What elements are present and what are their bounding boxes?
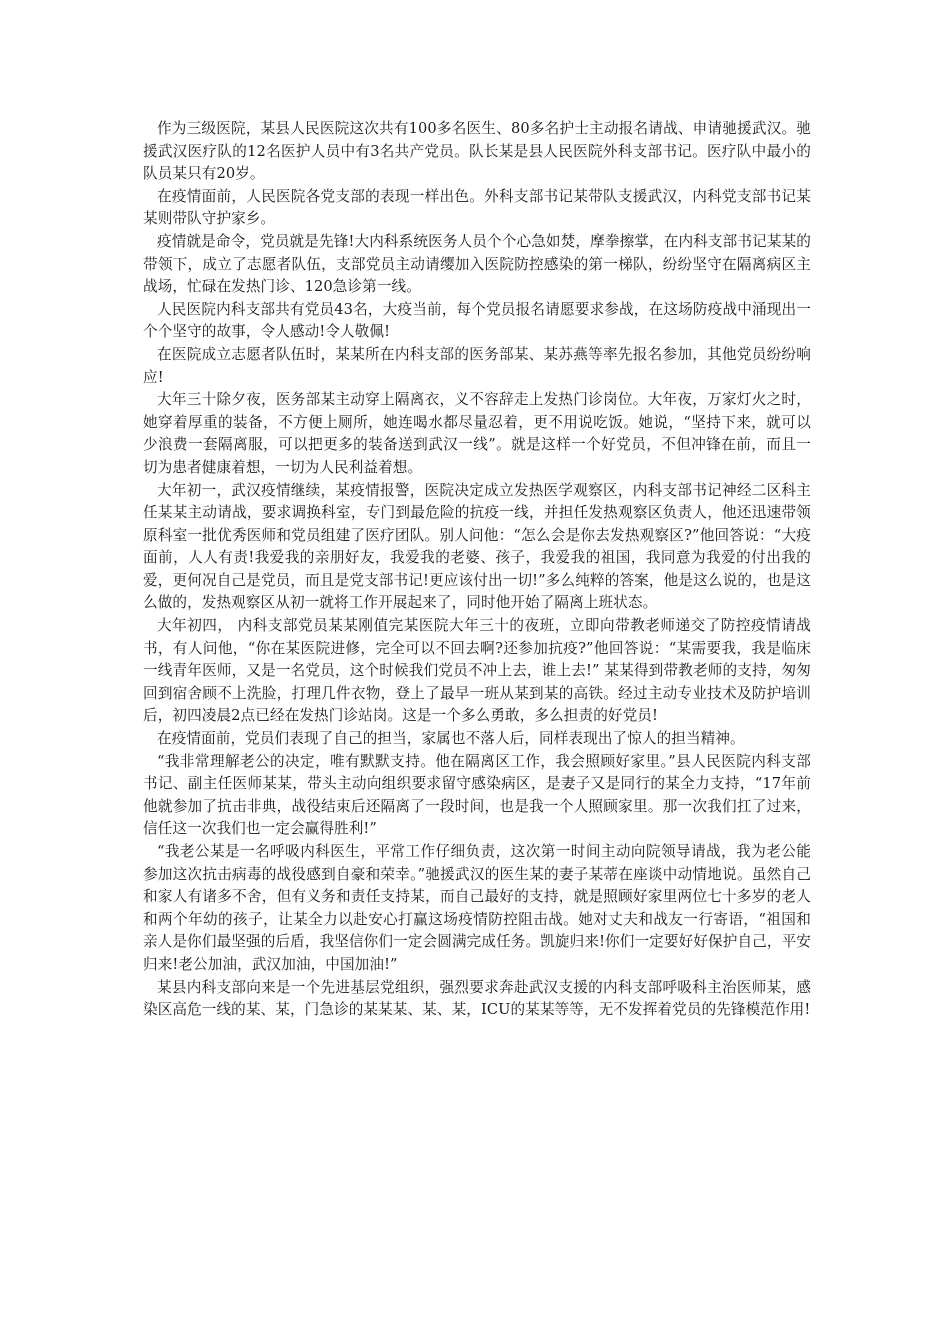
paragraph-12: 某县内科支部向来是一个先进基层党组织，强烈要求奔赴武汉支援的内科支部呼吸科主治医师某，感染区高危一线的某、某，门急诊的某某某、某、某，ICU的某某等等，无不发挥着党员的先锋模范作用! — [143, 978, 811, 1019]
paragraph-5: 在医院成立志愿者队伍时，某某所在内科支部的医务部某、某苏燕等率先报名参加，其他党员纷纷响应! — [143, 345, 811, 386]
paragraph-10: “我非常理解老公的决定，唯有默默支持。他在隔离区工作，我会照顾好家里。”县人民医院内科支部书记、副主任医师某某，带头主动向组织要求留守感染病区，是妻子又是同行的某全力支持，“17年前他就参加了抗击非典，战役结束后还隔离了一段时间，也是我一个人照顾家里。那一次我们扛了过来，信任这一次我们也一定会赢得胜利!” — [143, 752, 811, 838]
paragraph-1: 作为三级医院，某县人民医院这次共有100多名医生、80多名护士主动报名请战、申请驰援武汉。驰援武汉医疗队的12名医护人员中有3名共产党员。队长某是县人民医院外科支部书记。医疗队中最小的队员某只有20岁。 — [143, 120, 811, 183]
paragraph-11: “我老公某是一名呼吸内科医生，平常工作仔细负责，这次第一时间主动向院领导请战，我为老公能参加这次抗击病毒的战役感到自豪和荣幸。”驰援武汉的医生某的妻子某蒂在座谈中动情地说。虽然自己和家人有诸多不舍，但有义务和责任支持某，而自己最好的支持，就是照顾好家里两位七十多岁的老人和两个年幼的孩子，让某全力以赴安心打赢这场疫情防控阻击战。她对丈夫和战友一行寄语，“祖国和亲人是你们最坚强的后盾，我坚信你们一定会圆满完成任务。凯旋归来!你们一定要好好保护自己，平安归来!老公加油，武汉加油，中国加油!” — [143, 843, 811, 973]
paragraph-9: 在疫情面前，党员们表现了自己的担当，家属也不落人后，同样表现出了惊人的担当精神。 — [157, 730, 745, 748]
paragraph-2: 在疫情面前，人民医院各党支部的表现一样出色。外科支部书记某带队支援武汉，内科党支部书记某某则带队守护家乡。 — [143, 187, 811, 228]
article-body — [143, 118, 811, 1022]
paragraph-6: 大年三十除夕夜，医务部某主动穿上隔离衣，义不容辞走上发热门诊岗位。大年夜，万家灯火之时，她穿着厚重的装备，不方便上厕所，她连喝水都尽量忍着，更不用说吃饭。她说，“坚持下来，就可以少浪费一套隔离服，可以把更多的装备送到武汉一线”。就是这样一个好党员，不但冲锋在前，而且一切为患者健康着想，一切为人民利益着想。 — [143, 391, 811, 476]
paragraph-8: 大年初四， 内科支部党员某某刚值完某医院大年三十的夜班，立即向带教老师递交了防控疫情请战书，有人问他，“你在某医院进修，完全可以不回去啊?还参加抗疫?”他回答说：“某需要我，我是临床一线青年医师，又是一名党员，这个时候我们党员不冲上去，谁上去!” 某某得到带教老师的支持，匆匆回到宿舍顾不上洗脸，打理几件衣物，登上了最早一班从某到某的高铁。经过主动专业技术及防护培训后，初四凌晨2点已经在发热门诊站岗。这是一个多么勇敢，多么担责的好党员! — [143, 617, 811, 725]
paragraph-4: 人民医院内科支部共有党员43名，大疫当前，每个党员报名请愿要求参战，在这场防疫战中涌现出一个个坚守的故事，令人感动!令人敬佩! — [143, 300, 811, 341]
paragraph-3: 疫情就是命令，党员就是先锋!大内科系统医务人员个个心急如焚，摩拳擦掌，在内科支部书记某某的带领下，成立了志愿者队伍，支部党员主动请缨加入医院防控感染的第一梯队，纷纷坚守在隔离病区主战场，忙碌在发热门诊、120急诊第一线。 — [143, 232, 811, 296]
paragraph-7: 大年初一，武汉疫情继续，某疫情报警，医院决定成立发热医学观察区，内科支部书记神经二区科主任某某主动请战，要求调换科室，专门到最危险的抗疫一线，并担任发热观察区负责人，他还迅速带领原科室一批优秀医师和党员组建了医疗团队。别人问他：“怎么会是你去发热观察区?”他回答说：“大疫面前，人人有责!我爱我的亲朋好友，我爱我的老婆、孩子，我爱我的祖国，我同意为我爱的付出我的爱，更何况自己是党员，而且是党支部书记!更应该付出一切!”多么纯粹的答案，他是这么说的，也是这么做的，发热观察区从初一就将工作开展起来了，同时他开始了隔离上班状态。 — [143, 481, 811, 612]
